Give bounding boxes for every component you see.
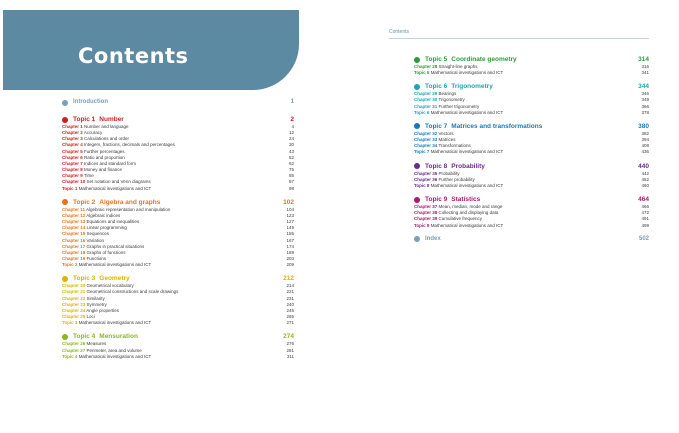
chapter-title: Further trigonometry	[438, 103, 480, 109]
chapter-label: Chapter 17	[62, 243, 86, 249]
chapter-title: Money and finance	[84, 167, 123, 173]
topic-number: Topic 3	[73, 275, 96, 283]
chapter-label: Chapter 26	[62, 341, 86, 347]
chapter-label: Topic 9	[414, 222, 430, 228]
topic-heading-left	[414, 55, 517, 64]
topic-heading[interactable]	[62, 198, 294, 207]
chapter-page: 62	[288, 160, 294, 166]
chapter-title: Collecting and displaying data	[438, 210, 499, 216]
chapter-title: Further probability	[438, 176, 475, 182]
chapter-page: 52	[288, 154, 294, 160]
bullet-dot-icon	[62, 199, 68, 205]
chapter-title: Trigonometry	[438, 97, 465, 103]
topic-heading[interactable]	[62, 332, 294, 341]
chapter-page: 104	[286, 206, 294, 212]
chapter-label: Chapter 25	[62, 314, 86, 320]
chapter-label: Chapter 12	[62, 212, 86, 218]
chapter-page: 341	[641, 70, 649, 76]
chapter-label: Chapter 10	[62, 179, 86, 185]
topic-heading[interactable]	[414, 195, 649, 204]
chapter-label: Chapter 38	[414, 210, 438, 216]
chapter-label: Chapter 24	[62, 307, 86, 313]
chapter-page: 466	[641, 204, 649, 210]
chapter-label: Chapter 31	[414, 103, 438, 109]
topic-title: Number	[99, 116, 124, 123]
running-head: Contents	[389, 29, 410, 35]
chapter-title: Perimeter, area and volume	[86, 347, 142, 353]
topic-heading-left	[62, 115, 124, 124]
topic-title: Matrices and transformations	[451, 122, 543, 130]
chapter-page: 189	[286, 249, 294, 255]
bullet-dot-icon	[414, 197, 420, 203]
chapter-label: Chapter 8	[62, 167, 83, 173]
chapter-page: 149	[286, 225, 294, 231]
topic-number: Topic 5	[425, 56, 448, 63]
chapter-label: Chapter 2	[62, 130, 83, 136]
chapter-title: Probability	[438, 170, 460, 176]
chapter-title: Functions	[86, 255, 107, 261]
index-entry[interactable]	[414, 235, 649, 244]
chapter-title: Matrices	[438, 137, 456, 143]
topic-title: Statistics	[451, 196, 481, 204]
chapter-page: 75	[288, 167, 294, 173]
topic-block	[414, 195, 649, 229]
chapter-title: Geometrical constructions and scale drawings	[86, 289, 179, 295]
chapter-page: 346	[641, 91, 649, 97]
chapter-title: Number and language	[84, 124, 129, 129]
bullet-dot-icon	[62, 117, 68, 123]
introduction-label: Introduction	[73, 99, 108, 105]
chapter-label: Chapter 35	[414, 170, 438, 176]
chapter-label: Topic 8	[414, 182, 430, 188]
topic-page: 440	[638, 162, 649, 170]
chapter-page: 155	[286, 231, 294, 237]
chapter-label: Chapter 16	[62, 237, 86, 243]
chapter-entry[interactable]	[62, 186, 294, 192]
chapter-label: Topic 7	[414, 149, 430, 155]
chapter-label: Chapter 28	[414, 64, 438, 69]
chapter-title: Measures	[86, 341, 107, 347]
topic-page: 102	[283, 198, 294, 206]
chapter-label: Chapter 5	[62, 148, 83, 154]
chapter-page: 265	[286, 314, 294, 320]
chapter-page: 123	[286, 212, 294, 218]
bullet-dot-icon	[62, 100, 68, 106]
chapter-page: 43	[288, 148, 294, 154]
bullet-dot-icon	[414, 236, 420, 242]
topic-title: Trigonometry	[451, 83, 493, 91]
chapter-title: Geometrical vocabulary	[86, 283, 134, 289]
topic-block	[414, 55, 649, 76]
topic-block	[62, 115, 294, 192]
chapter-page: 382	[641, 130, 649, 136]
topic-heading-left	[414, 195, 480, 204]
topic-page: 464	[638, 196, 649, 204]
chapter-label: Chapter 18	[62, 249, 86, 255]
chapter-title: Algebraic representation and manipulation	[86, 206, 171, 212]
chapter-label: Chapter 19	[62, 255, 86, 261]
chapter-label: Chapter 32	[414, 130, 438, 136]
chapter-title: Ratio and proportion	[84, 154, 125, 160]
topic-number: Topic 4	[73, 333, 96, 341]
chapter-label: Chapter 15	[62, 231, 86, 237]
topic-block	[414, 82, 649, 116]
chapter-page: 127	[286, 219, 294, 225]
chapter-page: 174	[286, 243, 294, 249]
chapter-title: Variation	[86, 237, 104, 243]
chapter-title: Integers, fractions, decimals and percentages	[84, 142, 175, 148]
introduction-page: 1	[290, 99, 294, 105]
chapter-title: Indices and standard form	[84, 160, 137, 166]
chapter-page: 436	[641, 149, 649, 155]
chapter-title: Mathematical investigations and ICT	[78, 320, 152, 326]
chapter-label: Topic 6	[414, 109, 430, 115]
chapter-label: Chapter 39	[414, 216, 438, 222]
chapter-page: 378	[641, 109, 649, 115]
chapter-page: 4	[291, 124, 294, 129]
topic-heading[interactable]	[414, 122, 649, 131]
topic-number: Topic 9	[425, 196, 448, 204]
chapter-label: Chapter 23	[62, 301, 86, 307]
topic-heading-left	[62, 332, 138, 341]
chapter-label: Chapter 29	[414, 91, 438, 97]
chapter-title: Linear programming	[86, 225, 127, 231]
chapter-label: Chapter 7	[62, 160, 83, 166]
chapter-title: Vectors	[438, 130, 454, 136]
bullet-dot-icon	[414, 123, 420, 129]
topic-heading[interactable]	[414, 82, 649, 91]
chapter-title: Algebraic indices	[86, 212, 121, 218]
topic-page: 212	[283, 275, 294, 283]
chapter-entry[interactable]	[414, 149, 649, 155]
chapter-page: 366	[641, 103, 649, 109]
bullet-dot-icon	[414, 163, 420, 169]
chapter-page: 12	[288, 130, 294, 136]
topic-heading-left	[62, 198, 160, 207]
topic-title: Probability	[451, 162, 485, 170]
topic-heading-left	[414, 122, 542, 131]
topic-block	[62, 198, 294, 269]
chapter-page: 349	[641, 97, 649, 103]
page-title: Contents	[78, 44, 189, 68]
chapter-page: 499	[641, 222, 649, 228]
bullet-dot-icon	[414, 57, 420, 63]
topic-heading-left	[414, 82, 493, 91]
chapter-label: Chapter 3	[62, 136, 83, 142]
chapter-page: 271	[286, 320, 294, 326]
chapter-title: Mathematical investigations and ICT	[430, 182, 504, 188]
chapter-entry-left	[62, 354, 151, 360]
chapter-label: Topic 2	[62, 262, 78, 268]
chapter-page: 24	[288, 136, 294, 142]
chapter-title: Graphs of functions	[86, 249, 126, 255]
chapter-page: 442	[641, 170, 649, 176]
chapter-entry-left	[414, 183, 503, 189]
topic-block	[414, 122, 649, 156]
chapter-page: 231	[286, 295, 294, 301]
chapter-page: 245	[286, 307, 294, 313]
chapter-page: 98	[288, 185, 294, 191]
chapter-title: Cumulative frequency	[438, 216, 483, 222]
chapter-title: Loci	[86, 314, 95, 320]
chapter-entry-left	[414, 149, 503, 155]
chapter-label: Topic 1	[62, 185, 78, 191]
topic-number: Topic 1	[73, 116, 96, 123]
chapter-entry-left	[414, 70, 503, 76]
chapter-entry[interactable]	[414, 70, 649, 76]
chapter-entry-left	[414, 223, 503, 229]
right-page-toc	[414, 55, 649, 252]
chapter-page: 276	[286, 341, 294, 347]
chapter-label: Chapter 13	[62, 219, 86, 225]
chapter-title: Mathematical investigations and ICT	[78, 262, 152, 268]
chapter-page: 240	[286, 301, 294, 307]
chapter-title: Symmetry	[86, 301, 107, 307]
chapter-entry[interactable]	[62, 262, 294, 268]
chapter-label: Chapter 34	[414, 143, 438, 149]
topic-heading[interactable]	[62, 115, 294, 124]
bullet-dot-icon	[62, 276, 68, 282]
chapter-label: Chapter 11	[62, 206, 86, 212]
chapter-page: 394	[641, 137, 649, 143]
chapter-title: Mathematical investigations and ICT	[430, 70, 504, 76]
chapter-page: 203	[286, 255, 294, 261]
header-rule	[389, 38, 649, 39]
chapter-title: Bearings	[438, 91, 457, 97]
topic-title: Mensuration	[99, 333, 138, 341]
chapter-page: 460	[641, 182, 649, 188]
chapter-title: Equations and inequalities	[86, 219, 140, 225]
chapter-entry[interactable]	[62, 354, 294, 360]
chapter-title: Mathematical investigations and ICT	[430, 222, 504, 228]
chapter-label: Chapter 4	[62, 142, 83, 148]
introduction-entry[interactable]	[62, 98, 294, 107]
chapter-label: Chapter 33	[414, 137, 438, 143]
bullet-dot-icon	[62, 334, 68, 340]
chapter-page: 311	[286, 353, 294, 359]
chapter-title: Set notation and Venn diagrams	[86, 179, 151, 185]
chapter-label: Chapter 14	[62, 225, 86, 231]
topic-page: 344	[638, 83, 649, 91]
chapter-page: 281	[286, 347, 294, 353]
bullet-dot-icon	[414, 84, 420, 90]
chapter-label: Chapter 27	[62, 347, 86, 353]
chapter-title: Similarity	[86, 295, 105, 301]
chapter-page: 85	[288, 173, 294, 179]
chapter-title: Transformations	[438, 143, 471, 149]
chapter-title: Mathematical investigations and ICT	[78, 185, 152, 191]
chapter-label: Topic 5	[414, 70, 430, 76]
chapter-page: 316	[641, 64, 649, 69]
topic-page: 2	[290, 116, 294, 123]
chapter-entry-left	[62, 186, 151, 192]
chapter-title: Straight-line graphs	[438, 64, 478, 69]
topic-number: Topic 2	[73, 198, 96, 206]
topic-block	[62, 332, 294, 359]
chapter-page: 209	[286, 262, 294, 268]
chapter-title: Calculations and order	[84, 136, 130, 142]
topic-title: Geometry	[99, 275, 130, 283]
chapter-label: Chapter 21	[62, 289, 86, 295]
chapter-title: Further percentages	[84, 148, 125, 154]
chapter-title: Mathematical investigations and ICT	[430, 149, 504, 155]
chapter-entry-left	[62, 262, 151, 268]
chapter-page: 87	[288, 179, 294, 185]
topic-page: 314	[638, 56, 649, 63]
chapter-entry[interactable]	[414, 223, 649, 229]
index-page: 502	[638, 235, 649, 242]
chapter-entry[interactable]	[414, 183, 649, 189]
topic-number: Topic 8	[425, 162, 448, 170]
topic-heading-left	[414, 162, 485, 171]
chapter-title: Accuracy	[83, 130, 103, 136]
chapter-entry-left	[414, 110, 503, 116]
chapter-page: 221	[286, 289, 294, 295]
chapter-label: Chapter 36	[414, 176, 438, 182]
topic-number: Topic 7	[425, 122, 448, 130]
chapter-title: Time	[83, 173, 94, 179]
chapter-label: Topic 4	[62, 353, 78, 359]
chapter-entry[interactable]	[62, 320, 294, 326]
topic-title: Algebra and graphs	[99, 198, 161, 206]
chapter-page: 472	[641, 210, 649, 216]
chapter-entry[interactable]	[414, 110, 649, 116]
chapter-title: Angle properties	[86, 307, 120, 313]
chapter-page: 30	[288, 142, 294, 148]
topic-page: 380	[638, 122, 649, 130]
topic-heading[interactable]	[62, 274, 294, 283]
topic-block	[62, 274, 294, 326]
chapter-label: Chapter 6	[62, 154, 83, 160]
left-page-toc	[62, 98, 294, 366]
chapter-label: Chapter 30	[414, 97, 438, 103]
chapter-title: Mathematical investigations and ICT	[430, 109, 504, 115]
index-label: Index	[425, 235, 441, 242]
chapter-label: Topic 3	[62, 320, 78, 326]
chapter-label: Chapter 1	[62, 124, 83, 129]
chapter-title: Sequences	[86, 231, 110, 237]
chapter-page: 452	[641, 176, 649, 182]
chapter-page: 491	[641, 216, 649, 222]
topic-block	[414, 162, 649, 189]
topic-title: Coordinate geometry	[451, 56, 517, 63]
chapter-entry-left	[62, 320, 151, 326]
chapter-label: Chapter 9	[62, 173, 83, 179]
chapter-page: 214	[286, 283, 294, 289]
chapter-label: Chapter 20	[62, 283, 86, 289]
topic-heading-left	[62, 274, 130, 283]
topic-heading[interactable]	[414, 162, 649, 171]
chapter-page: 167	[286, 237, 294, 243]
chapter-title: Mathematical investigations and ICT	[78, 353, 152, 359]
topic-page: 274	[283, 333, 294, 341]
chapter-title: Graphs in practical situations	[86, 243, 145, 249]
chapter-page: 408	[641, 143, 649, 149]
chapter-label: Chapter 37	[414, 204, 438, 210]
topic-number: Topic 6	[425, 83, 448, 91]
topic-heading[interactable]	[414, 55, 649, 64]
chapter-title: Mean, median, mode and range	[438, 204, 503, 210]
chapter-label: Chapter 22	[62, 295, 86, 301]
